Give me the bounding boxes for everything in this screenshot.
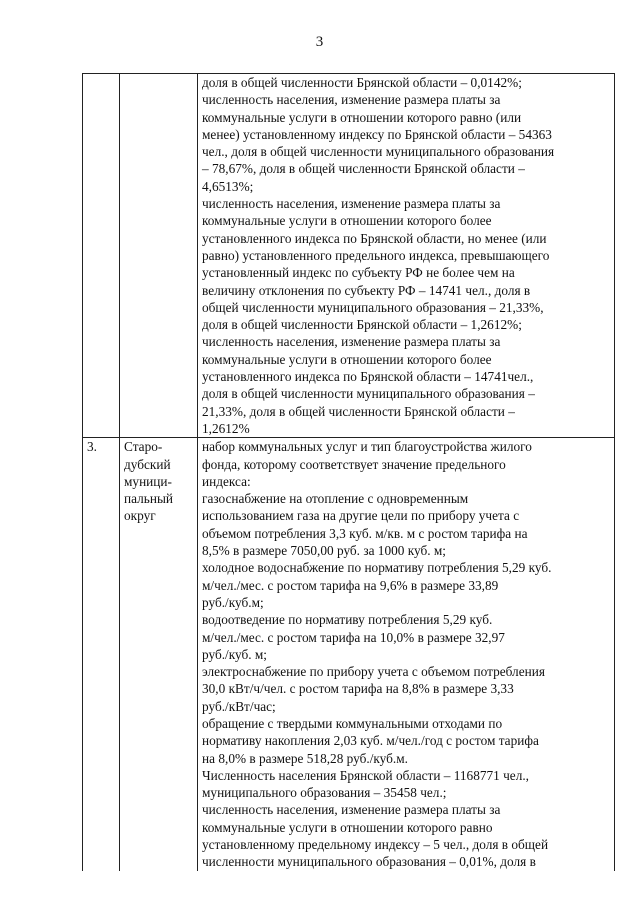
indices-table bbox=[82, 73, 615, 871]
text-line: коммунальные услуги в отношении которого более bbox=[202, 213, 492, 229]
text-line: холодное водоснабжение по нормативу потребления 5,29 куб. bbox=[202, 560, 552, 576]
row-description-cell bbox=[198, 74, 615, 438]
text-line: руб./кВт/час; bbox=[202, 698, 276, 714]
page-number: 3 bbox=[315, 34, 324, 50]
text-line: установленному предельному индексу – 5 чел., доля в общей bbox=[202, 837, 549, 853]
text-line: численность населения, изменение размера платы за bbox=[202, 196, 501, 212]
text-line: электроснабжение по прибору учета с объемом потребления bbox=[202, 664, 545, 680]
municipality-name-line: Старо- bbox=[124, 439, 163, 455]
text-line: набор коммунальных услуг и тип благоустройства жилого bbox=[202, 439, 532, 455]
text-line: доля в общей численности Брянской области – 0,0142%; bbox=[202, 75, 522, 90]
text-line: менее) установленному индексу по Брянской области – 54363 bbox=[202, 126, 552, 142]
text-line: установленный индекс по субъекту РФ не более чем на bbox=[202, 265, 515, 281]
municipality-name-line: пальный bbox=[124, 491, 173, 507]
row-description-cell bbox=[198, 438, 615, 871]
text-line: объемом потребления 3,3 куб. м/кв. м с ростом тарифа на bbox=[202, 525, 528, 541]
text-line: численность населения, изменение размера платы за bbox=[202, 92, 501, 108]
text-line: использованием газа на другие цели по прибору учета с bbox=[202, 508, 520, 524]
text-line: – 78,67%, доля в общей численности Брянской области – bbox=[202, 161, 525, 177]
text-line: м/чел./мес. с ростом тарифа на 9,6% в размере 33,89 bbox=[202, 577, 499, 593]
text-line: м/чел./мес. с ростом тарифа на 10,0% в размере 32,97 bbox=[202, 629, 505, 645]
row-number: 3. bbox=[87, 439, 97, 455]
text-line: на 8,0% в размере 518,28 руб./куб.м. bbox=[202, 750, 408, 766]
text-line: обращение с твердыми коммунальными отходами по bbox=[202, 715, 503, 731]
text-line: численность населения, изменение размера платы за bbox=[202, 802, 501, 818]
text-line: Численность населения Брянской области – 1168771 чел., bbox=[202, 767, 529, 783]
table-row bbox=[83, 438, 615, 871]
municipality-name-line: округ bbox=[124, 508, 156, 524]
text-line: муниципального образования – 35458 чел.; bbox=[202, 785, 447, 801]
text-line: чел., доля в общей численности муниципального образования bbox=[202, 144, 555, 160]
text-line: доля в общей численности муниципального образования – bbox=[202, 386, 535, 402]
text-line: индекса: bbox=[202, 473, 251, 489]
text-line: 8,5% в размере 7050,00 руб. за 1000 куб. м; bbox=[202, 543, 446, 559]
text-line: 21,33%, доля в общей численности Брянской области – bbox=[202, 403, 515, 419]
text-line: установленного индекса по Брянской области – 14741чел., bbox=[202, 369, 534, 385]
text-line: численности муниципального образования – 0,01%, доля в bbox=[202, 854, 536, 870]
text-line: нормативу накопления 2,03 куб. м/чел./год с ростом тарифа bbox=[202, 733, 539, 749]
municipality-name-cell bbox=[120, 438, 198, 871]
text-line: руб./куб. м; bbox=[202, 646, 267, 662]
text-line: 1,2612% bbox=[202, 420, 250, 436]
row-number-cell bbox=[83, 74, 120, 438]
text-line: численность населения, изменение размера платы за bbox=[202, 334, 501, 350]
row-number-cell bbox=[83, 438, 120, 871]
text-line: общей численности муниципального образования – 21,33%, bbox=[202, 299, 544, 315]
municipality-name-line: муници- bbox=[124, 473, 172, 489]
text-line: 30,0 кВт/ч/чел. с ростом тарифа на 8,8% в размере 3,33 bbox=[202, 681, 514, 697]
text-line: водоотведение по нормативу потребления 5,29 куб. bbox=[202, 612, 493, 628]
municipality-name-line: дубский bbox=[124, 456, 171, 472]
text-line: руб./куб.м; bbox=[202, 594, 264, 610]
municipality-name-cell bbox=[120, 74, 198, 438]
text-line: величину отклонения по субъекту РФ – 14741 чел., доля в bbox=[202, 282, 531, 298]
text-line: установленного индекса по Брянской области, но менее (или bbox=[202, 230, 547, 246]
text-line: коммунальные услуги в отношении которого равно (или bbox=[202, 109, 522, 125]
text-line: газоснабжение на отопление с одновременным bbox=[202, 491, 469, 507]
table-row bbox=[83, 74, 615, 438]
text-line: коммунальные услуги в отношении которого равно bbox=[202, 819, 493, 835]
text-line: фонда, которому соответствует значение предельного bbox=[202, 456, 506, 472]
text-line: равно) установленного предельного индекса, превышающего bbox=[202, 247, 550, 263]
text-line: коммунальные услуги в отношении которого более bbox=[202, 351, 492, 367]
text-line: 4,6513%; bbox=[202, 178, 254, 194]
text-line: доля в общей численности Брянской области – 1,2612%; bbox=[202, 317, 522, 333]
